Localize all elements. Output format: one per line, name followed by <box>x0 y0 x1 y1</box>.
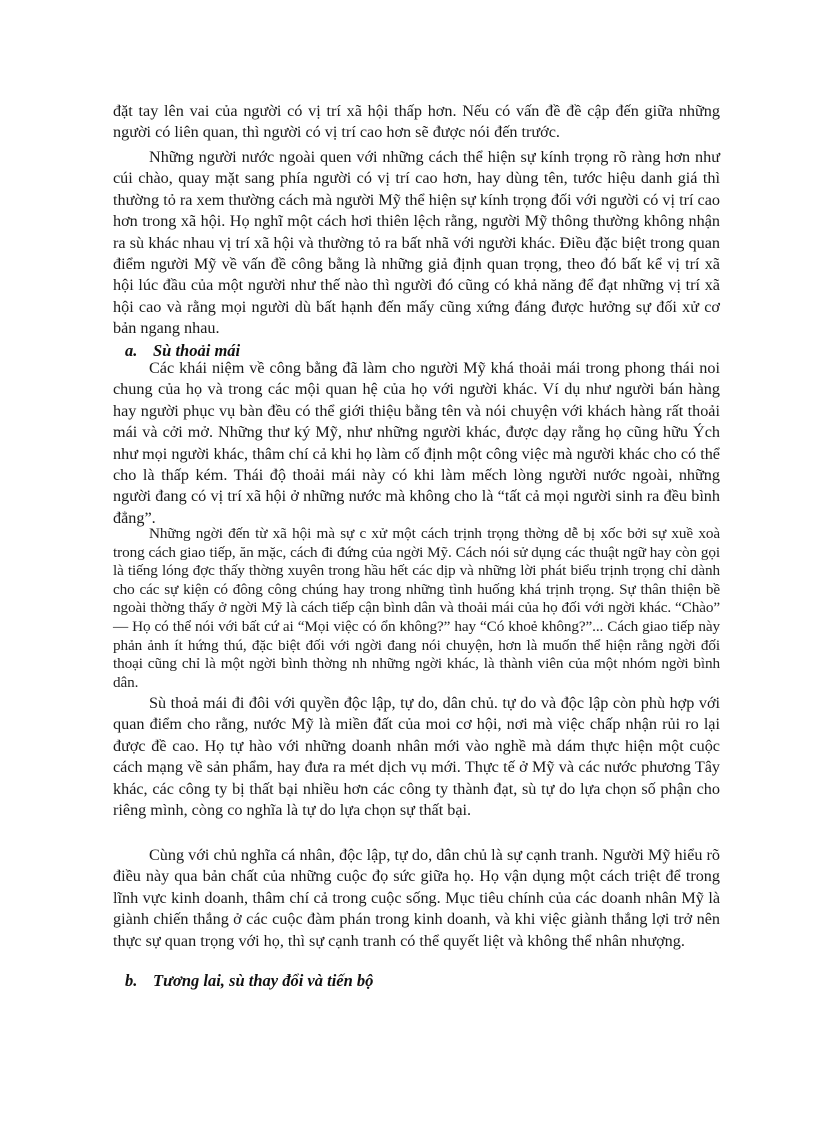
paragraph-5: Sù thoả mái đi đôi với quyền độc lập, tự do, dân chủ. tự do và độc lập còn phù hợp với quan điểm cho rằng, nước Mỹ là miền đất của moi cơ hội, nơi mà việc chấp nhận rủi ro lại được đề cao. Họ tự hào với những doanh nhân mới vào nghề mà dám thực hiện một cuộc cách mạng về sản phẩm, hay đưa ra mét dịch vụ mới. Thực tế ở Mỹ và các nước phương Tây khác, các công ty bị thất bại nhiều hơn các công ty thành đạt, sù tự do lựa chọn số phận cho riêng mình, còng co nghĩa là tự do lựa chọn sự thất bại. <box>113 694 720 820</box>
section-title-a: Sù thoải mái <box>153 341 241 360</box>
paragraph-3: Các khái niệm về công bằng đã làm cho người Mỹ khá thoải mái trong phong thái noi chung của họ và trong các mội quan hệ của họ với người khác. Ví dụ như người bán hàng hay người phục vụ bàn đều có thể giới thiệu bằng tên và nói chuyện với khách hàng rất thoải mái và cởi mở. Những thư ký Mỹ, như những người khác, được dạy rằng họ cũng hữu Ých như mọi người khác, thâm chí cả khi họ làm cố định một công việc mà người khác cho có thể cho là thấp kém. Thái độ thoải mái này có khi làm mếch lòng người nước ngoài, những người đang có vị trí xã hội ở những nước mà không cho là “tất cả mọi người sinh ra đều bình đẳng”. <box>113 359 720 527</box>
section-marker-a: a. <box>125 341 138 360</box>
section-title-b: Tương lai, sù thay đổi và tiến bộ <box>153 971 374 990</box>
section-marker-b: b. <box>125 971 138 990</box>
section-heading-b <box>125 971 373 991</box>
paragraph-4: Những ngời đến từ xã hội mà sự c xử một cách trịnh trọng thờng dễ bị xốc bởi sự xuề xoà trong cách giao tiếp, ăn mặc, cách đi đứng của ngời Mỹ. Cách nói sử dụng các thuật ngữ hay còn gọi là tiếng lóng đợc thấy thờng xuyên trong hầu hết các dịp và những lời phát biểu trịnh trọng chỉ dành cho các sự kiện có đông công chúng hay trong những tình huống khá trịnh trọng. Sự thân thiện bề ngoài thờng thấy ở ngời Mỹ là cách tiếp cận bình dân và thoải mái của họ đối với ngời khác. “Chào” — Họ có thể nói với bất cứ ai “Mọi việc có ổn không?” hay “Có khoẻ không?”... Cách giao tiếp này phản ảnh ít hứng thú, đặc biệt đối với ngời đang nói chuyện, hơn là muốn thể hiện rằng ngời đối thoại cũng chỉ là một ngời bình thờng nh những ngời khác, là thành viên của một nhóm ngời bình dân. <box>113 525 720 691</box>
paragraph-1: đặt tay lên vai của người có vị trí xã hội thấp hơn. Nếu có vấn đề đề cập đến giữa những người có liên quan, thì người có vị trí cao hơn sẽ được nói đến trước. <box>113 102 720 142</box>
paragraph-2: Những người nước ngoài quen với những cách thể hiện sự kính trọng rõ ràng hơn như cúi chào, quay mặt sang phía người có vị trí cao hơn, hay dùng tên, tước hiệu danh giá thì thường tỏ ra xem thường cách mà người Mỹ thể hiện sự kính trọng đối với người có vị trí cao hơn trong xã hội. Họ nghĩ một cách hơi thiên lệch rằng, người Mỹ thông thường không nhận ra sù khác nhau vị trí xã hội và thường tỏ ra bất nhã với người khác. Điều đặc biệt trong quan điểm người Mỹ về vấn đề công bằng là những giả định quan trọng, theo đó bất kể vị trí xã hội lúc đầu của một người như thế nào thì người đó cũng có khả năng để đạt những vị trí xã hội cao và rằng mọi người dù bất hạnh đến mấy cũng xứng đáng được hưởng sự đối xử cơ bản ngang nhau. <box>113 148 720 338</box>
paragraph-6: Cùng với chủ nghĩa cá nhân, độc lập, tự do, dân chủ là sự cạnh tranh. Người Mỹ hiểu rõ điều này qua bản chất của những cuộc đọ sức giữa họ. Họ vận dụng một cách triệt để trong lĩnh vực kinh doanh, thâm chí cả trong cuộc sống. Mục tiêu chính của các doanh nhân Mỹ là giành chiến thắng ở các cuộc đàm phán trong kinh doanh, và khi việc giành thắng lợi trở nên thực sự quan trọng với họ, thì sự cạnh tranh có thể quyết liệt và không thể nhân nhượng. <box>113 846 720 950</box>
